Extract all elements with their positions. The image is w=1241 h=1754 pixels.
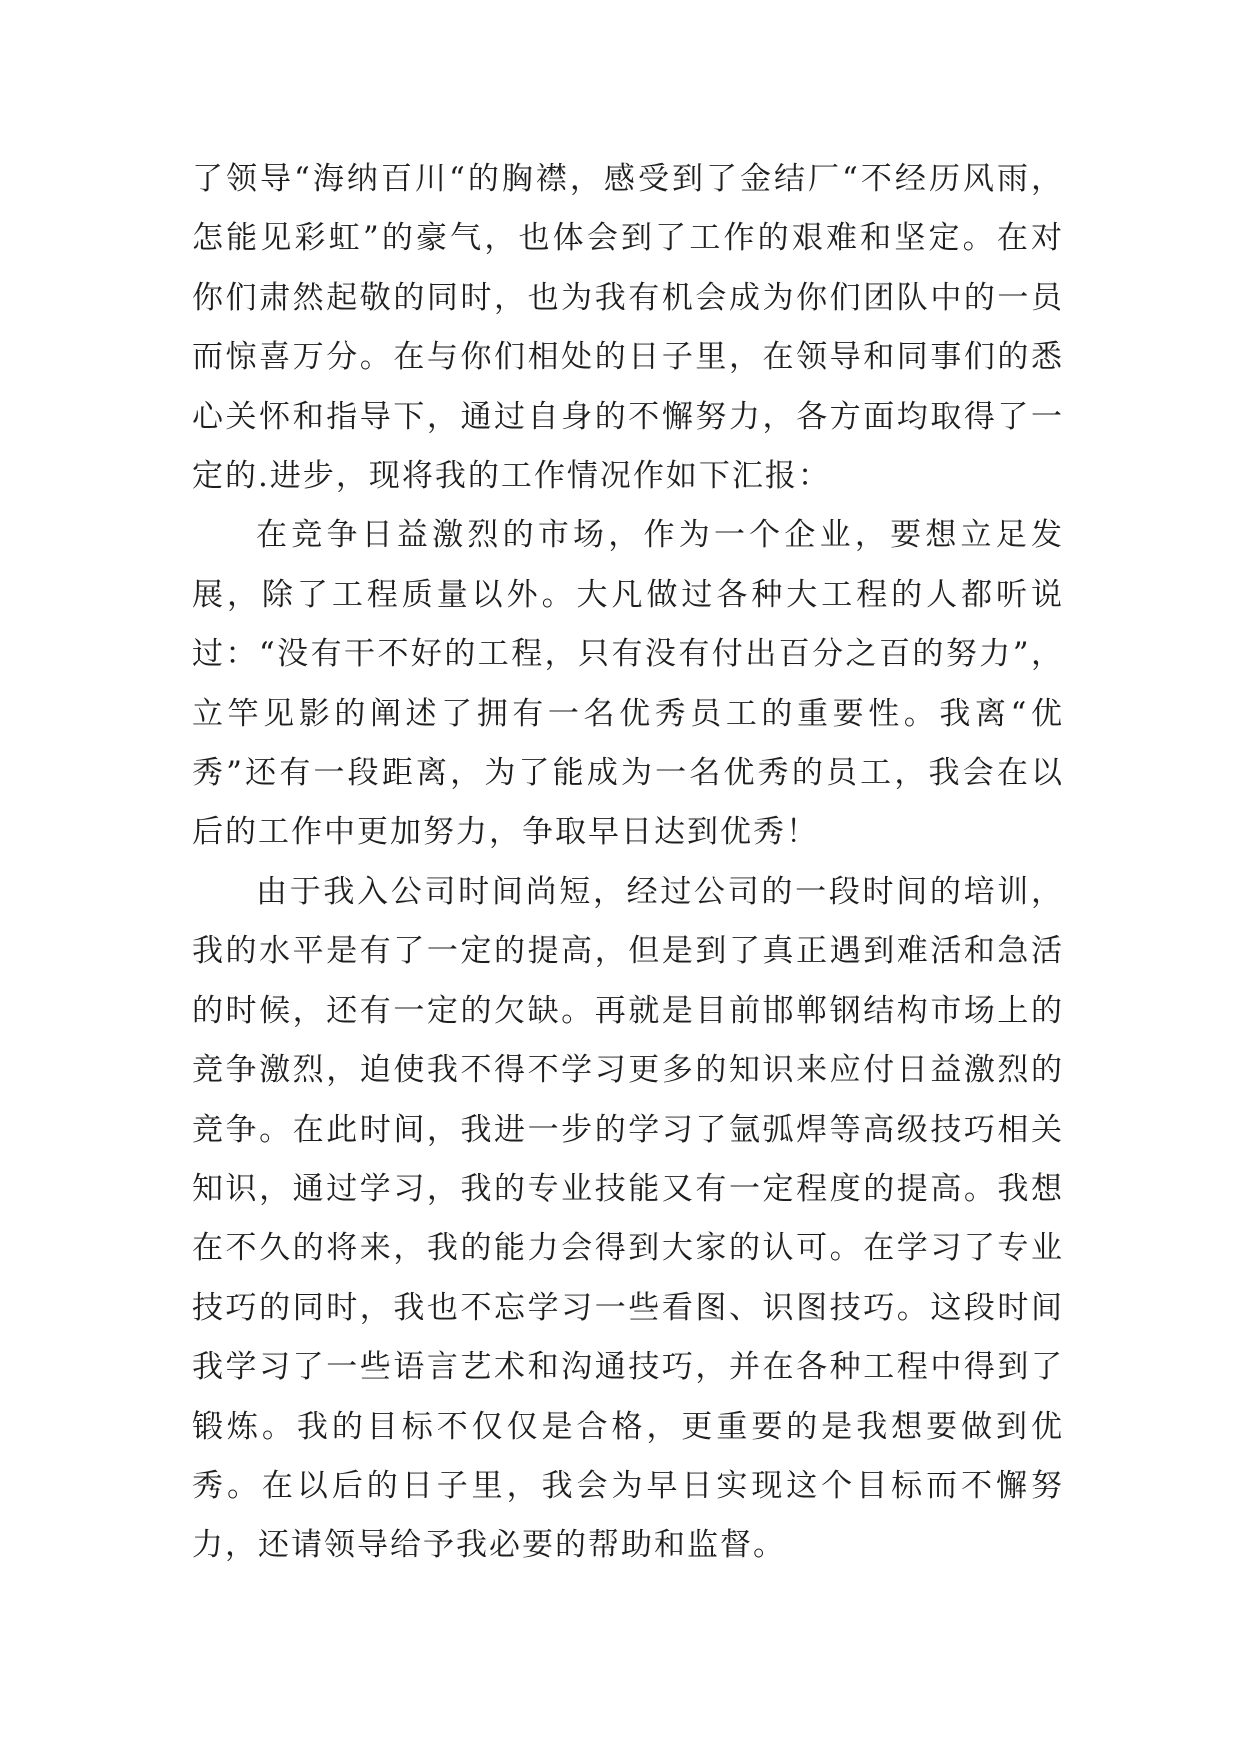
document-body	[192, 150, 1064, 1576]
paragraph-competition: 在竞争日益激烈的市场，作为一个企业，要想立足发展，除了工程质量以外。大凡做过各种大工程的人都听说过：“没有干不好的工程，只有没有付出百分之百的努力”，立竿见影的阐述了拥有一名优秀员工的重要性。我离“优秀”还有一段距离，为了能成为一名优秀的员工，我会在以后的工作中更加努力，争取早日达到优秀！	[192, 517, 1064, 851]
paragraph-continuation: 了领导“海纳百川“的胸襟，感受到了金结厂“不经历风雨，怎能见彩虹”的豪气，也体会到了工作的艰难和坚定。在对你们肃然起敬的同时，也为我有机会成为你们团队中的一员而惊喜万分。在与你们相处的日子里，在领导和同事们的悉心关怀和指导下，通过自身的不懈努力，各方面均取得了一定的.进步，现将我的工作情况作如下汇报：	[192, 161, 1064, 495]
paragraph-learning: 由于我入公司时间尚短，经过公司的一段时间的培训，我的水平是有了一定的提高，但是到了真正遇到难活和急活的时候，还有一定的欠缺。再就是目前邯郸钢结构市场上的竞争激烈，迫使我不得不学习更多的知识来应付日益激烈的竞争。在此时间，我进一步的学习了氩弧焊等高级技巧相关知识，通过学习，我的专业技能又有一定程度的提高。我想在不久的将来，我的能力会得到大家的认可。在学习了专业技巧的同时，我也不忘学习一些看图、识图技巧。这段时间我学习了一些语言艺术和沟通技巧，并在各种工程中得到了锻炼。我的目标不仅仅是合格，更重要的是我想要做到优秀。在以后的日子里，我会为早日实现这个目标而不懈努力，还请领导给予我必要的帮助和监督。	[192, 873, 1064, 1564]
